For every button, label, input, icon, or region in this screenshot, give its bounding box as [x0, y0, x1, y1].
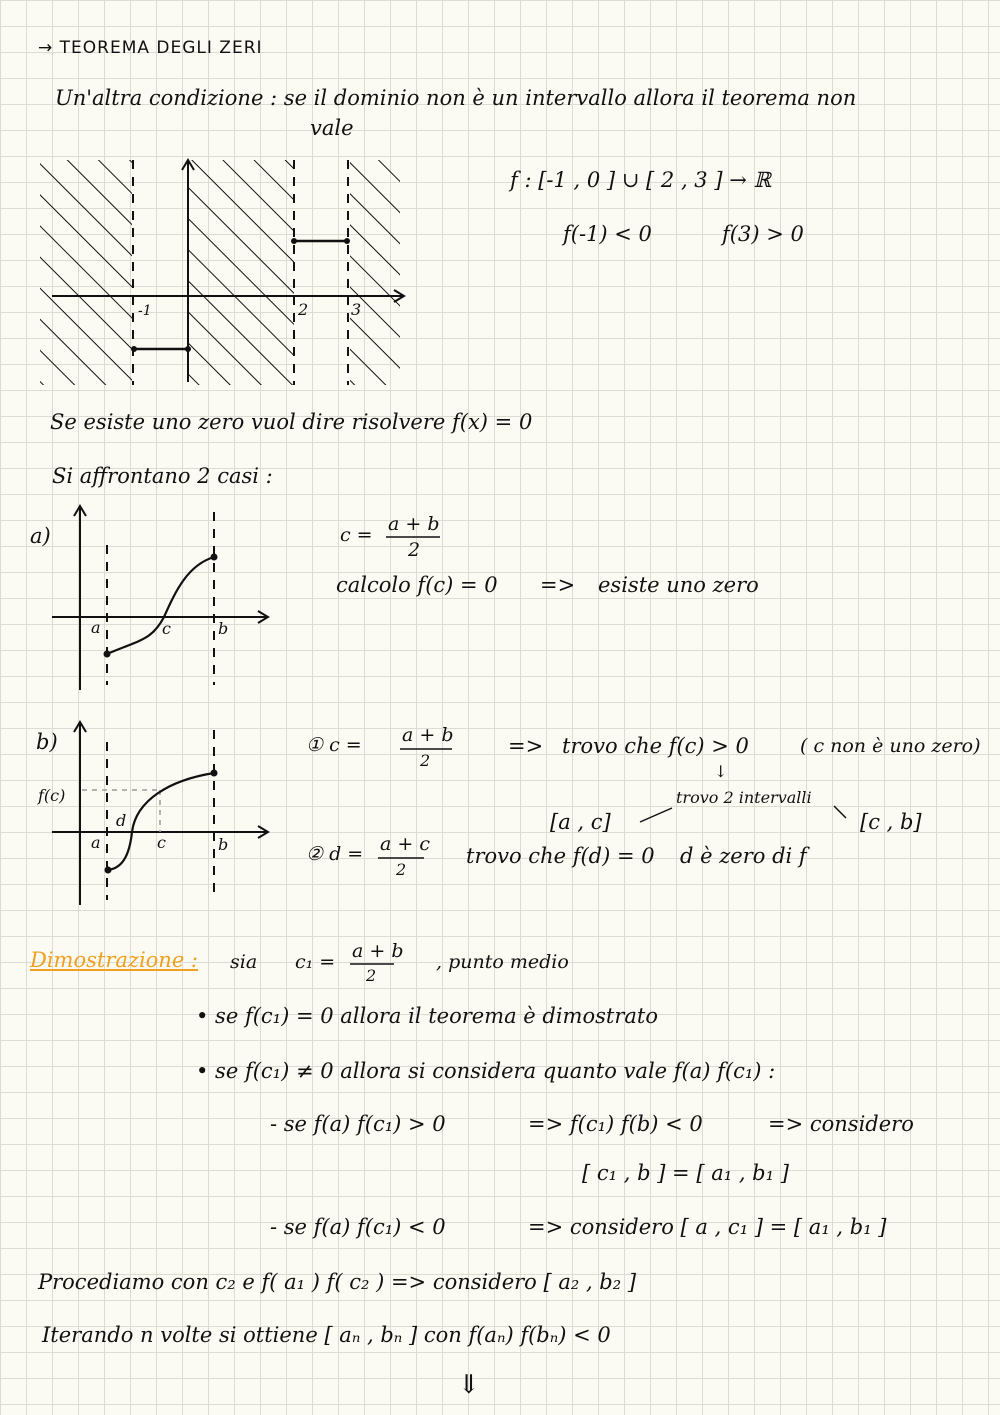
proof-sub-1a: - se f(a) f(c₁) > 0 [270, 1112, 446, 1136]
case-b-frac1-den: 2 [420, 751, 431, 770]
tick-label-3: 3 [351, 300, 362, 319]
case-b-frac2-num: a + c [380, 833, 430, 855]
case-b-frac1-num: a + b [402, 724, 454, 746]
cases-statement: Si affrontano 2 casi : [52, 464, 273, 488]
case-b-label-d: d [116, 811, 127, 830]
proof-sub-1d: [ c₁ , b ] = [ a₁ , b₁ ] [582, 1161, 789, 1185]
proof-heading: Dimostrazione : [30, 948, 199, 972]
case-b-frac2-den: 2 [396, 860, 407, 879]
case-b-label: b) [36, 730, 58, 754]
inequality-f-3: f(3) > 0 [722, 222, 804, 246]
case-a-label-a: a [91, 618, 101, 637]
proof-iterate: Iterando n volte si ottiene [ aₙ , bₙ ] con f(aₙ) f(bₙ) < 0 [42, 1323, 611, 1347]
case-b-arrow-1: => [508, 734, 544, 758]
proof-proceed: Procediamo con c₂ e f( a₁ ) f( c₂ ) => considero [ a₂ , b₂ ] [38, 1270, 637, 1294]
proof-sia: sia [230, 951, 258, 973]
tick-label-2: 2 [298, 300, 309, 319]
case-a-label-b: b [218, 619, 229, 638]
proof-frac-den: 2 [366, 966, 377, 985]
case-b-note: ( c non è uno zero) [800, 735, 981, 757]
case-a-label: a) [30, 524, 51, 548]
page-title: → TEOREMA DEGLI ZERI [38, 38, 263, 58]
proof-final-arrow: ⇓ [458, 1370, 480, 1400]
case-a-result: esiste uno zero [598, 573, 759, 597]
case-a-calc: calcolo f(c) = 0 [336, 573, 498, 597]
case-b-label-a: a [91, 833, 101, 852]
case-a-arrow: => [540, 573, 576, 597]
intro-line-1: Un'altra condizione : se il dominio non è un intervallo allora il teorema non [55, 86, 857, 110]
case-a-frac-den: 2 [408, 539, 421, 561]
case-b-interval-right: [c , b] [860, 810, 922, 834]
proof-bullet-1: • se f(c₁) = 0 allora il teorema è dimostrato [196, 1004, 658, 1028]
case-b-trovo: trovo che f(c) > 0 [562, 734, 749, 758]
case-b-label-c: c [157, 833, 166, 852]
case-b-down-arrow: ↓ [714, 762, 728, 781]
case-b-step-1: ① c = [306, 734, 362, 756]
proof-c1: c₁ = [295, 951, 336, 973]
case-a-label-c: c [162, 619, 171, 638]
proof-sub-1b: => f(c₁) f(b) < 0 [528, 1112, 703, 1136]
proof-frac-num: a + b [352, 940, 404, 962]
tick-label-minus-1: -1 [138, 303, 152, 319]
zero-statement: Se esiste uno zero vuol dire risolvere f(x) = 0 [50, 410, 533, 434]
proof-sub-1c: => considero [768, 1112, 914, 1136]
inequality-f-minus-1: f(-1) < 0 [563, 222, 652, 246]
case-b-conclusion: d è zero di f [680, 844, 807, 868]
case-b-step-2: ② d = [306, 843, 364, 865]
case-b-fc-label: f(c) [38, 786, 66, 805]
intro-line-2: vale [310, 116, 354, 140]
case-b-trovo3: trovo che f(d) = 0 [466, 844, 655, 868]
case-b-trovo2: trovo 2 intervalli [676, 788, 812, 807]
proof-bullet-2: • se f(c₁) ≠ 0 allora si considera quanto vale f(a) f(c₁) : [196, 1059, 776, 1083]
proof-sub-2b: => considero [ a , c₁ ] = [ a₁ , b₁ ] [528, 1215, 887, 1239]
case-b-interval-left: [a , c] [550, 810, 611, 834]
case-a-c-equals: c = [340, 524, 373, 546]
domain-definition: f : [-1 , 0 ] ∪ [ 2 , 3 ] → ℝ [510, 168, 771, 192]
proof-midpoint: , punto medio [436, 951, 569, 973]
proof-sub-2a: - se f(a) f(c₁) < 0 [270, 1215, 446, 1239]
case-a-frac-num: a + b [388, 513, 440, 535]
case-b-label-b: b [218, 835, 229, 854]
